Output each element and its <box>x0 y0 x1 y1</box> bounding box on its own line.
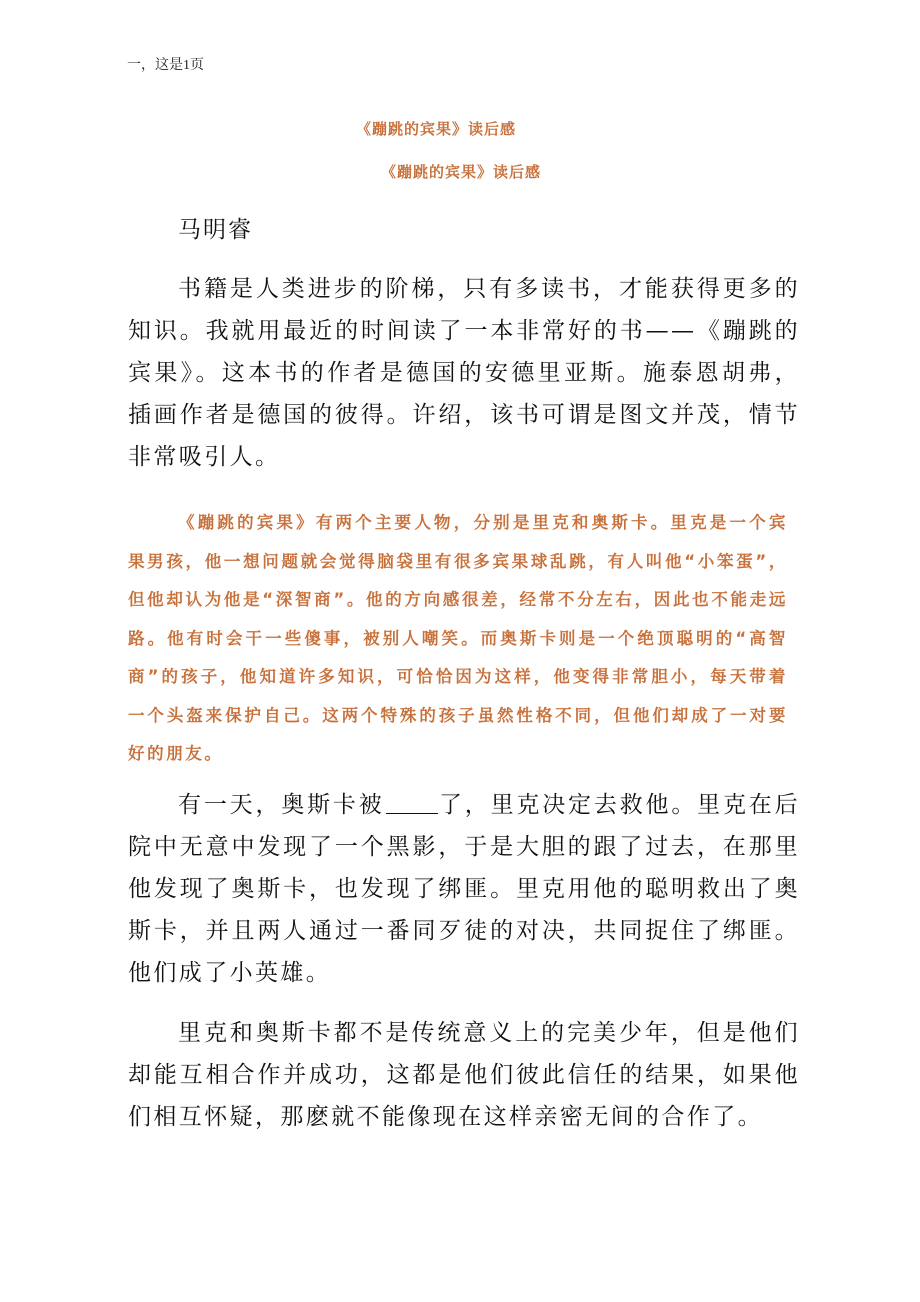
paragraph-story-rest: 了，里克决定去救他。里克在后院中无意中发现了一个黑影，于是大胆的跟了过去，在那里他发现了奥斯卡，也发现了绑匪。里克用他的聪明救出了奥斯卡，并且两人通过一番同歹徒的对决，共同捉住了绑匪。他们成了小英雄。 <box>128 792 800 986</box>
document-title-repeat: 《蹦跳的宾果》读后感 <box>381 163 542 181</box>
paragraph-story <box>128 784 800 994</box>
document-title: 《蹦跳的宾果》读后感 <box>356 120 517 138</box>
page-header-note: 一，这是1页 <box>127 58 204 73</box>
author-name: 马明睿 <box>178 217 253 243</box>
fill-in-blank <box>386 791 438 814</box>
paragraph-story-start: 有一天，奥斯卡被 <box>178 792 385 818</box>
paragraph-intro: 书籍是人类进步的阶梯，只有多读书，才能获得更多的知识。我就用最近的时间读了一本非常好的书——《蹦跳的宾果》。这本书的作者是德国的安德里亚斯。施泰恩胡弗，插画作者是德国的彼得。许绍，该书可谓是图文并茂，情节非常吸引人。 <box>128 276 800 470</box>
paragraph-characters-highlighted: 《蹦跳的宾果》有两个主要人物，分别是里克和奥斯卡。里克是一个宾果男孩，他一想问题就会觉得脑袋里有很多宾果球乱跳，有人叫他“小笨蛋”，但他却认为他是“深智商”。他的方向感很差，经常不分左右，因此也不能走远路。他有时会干一些傻事，被别人嘲笑。而奥斯卡则是一个绝顶聪明的“高智商”的孩子，他知道许多知识，可恰恰因为这样，他变得非常胆小，每天带着一个头盔来保护自己。这两个特殊的孩子虽然性格不同，但他们却成了一对要好的朋友。 <box>128 513 788 763</box>
paragraph-conclusion: 里克和奥斯卡都不是传统意义上的完美少年，但是他们却能互相合作并成功，这都是他们彼此信任的结果，如果他们相互怀疑，那麽就不能像现在这样亲密无间的合作了。 <box>128 1020 800 1130</box>
